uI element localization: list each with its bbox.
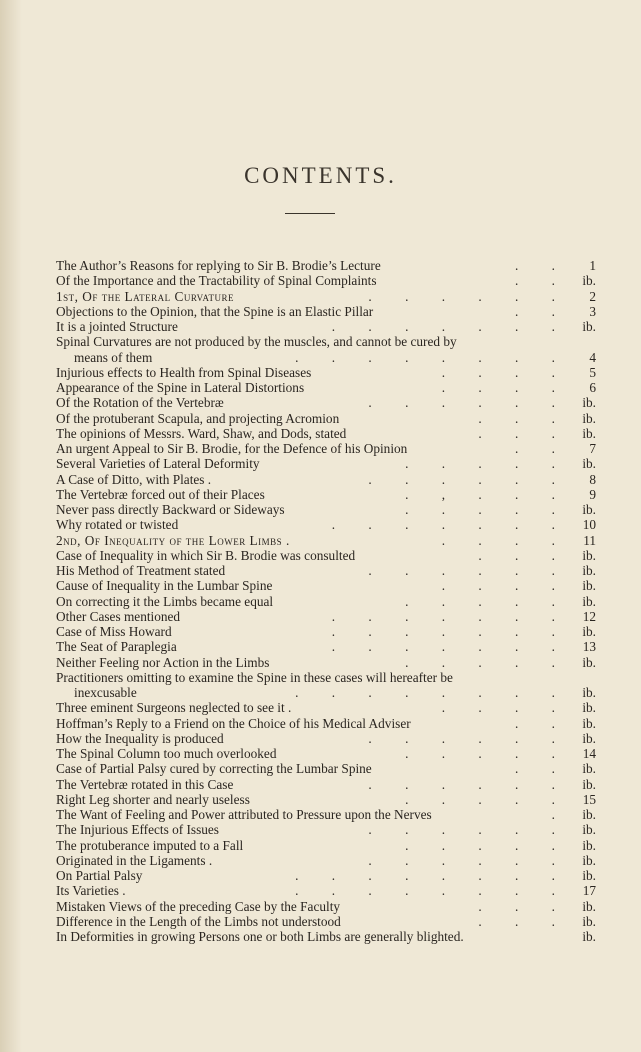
toc-entry-text: Mistaken Views of the preceding Case by the Faculty [56, 898, 341, 914]
toc-dot-leader: . . . . . . . . [295, 883, 570, 899]
toc-entry-text: In Deformities in growing Persons one or both Limbs are generally blighted. [56, 929, 464, 944]
toc-entry [56, 792, 596, 807]
toc-entry-text: Case of Miss Howard [56, 624, 172, 639]
toc-entry [56, 639, 596, 654]
toc-page-number: ib. [582, 654, 596, 670]
toc-entry-text: Spinal Curvatures are not produced by the muscles, and cannot be cured by [56, 334, 457, 350]
toc-entry [56, 746, 596, 761]
toc-dot-leader: . . . . . . [368, 471, 570, 487]
toc-entry-text: Appearance of the Spine in Lateral Distortions [56, 380, 305, 395]
page-title: CONTENTS. [244, 163, 397, 189]
toc-entry-text: Neither Feeling nor Action in the Limbs [56, 654, 270, 670]
toc-entry [56, 853, 596, 868]
toc-page-number: 7 [589, 441, 596, 456]
toc-dot-leader: . . . . . [405, 456, 570, 472]
toc-dot-leader: . . . . [441, 700, 570, 716]
toc-page-number: 6 [589, 380, 596, 395]
toc-entry [56, 700, 596, 715]
toc-entry [56, 289, 596, 304]
toc-entry [56, 731, 596, 746]
toc-page-number: ib. [582, 898, 596, 914]
toc-page-number: ib. [582, 761, 596, 777]
toc-page-number: ib. [582, 410, 596, 426]
toc-page-number: ib. [582, 852, 596, 868]
toc-page-number: 11 [583, 532, 596, 548]
toc-dot-leader: . . . [478, 410, 570, 426]
toc-entry [56, 350, 596, 365]
toc-page-number: ib. [582, 273, 596, 289]
toc-dot-leader: . . . . [441, 380, 570, 395]
toc-entry-text: The Vertebræ rotated in this Case [56, 776, 234, 792]
toc-entry-text: Case of Partial Palsy cured by correcting the Lumbar Spine [56, 761, 372, 777]
toc-entry-text: 2nd, Of Inequality of the Lower Limbs . [56, 532, 290, 548]
table-of-contents [56, 258, 596, 944]
toc-page-number: 9 [589, 486, 596, 502]
toc-page-number: 10 [582, 517, 596, 533]
toc-dot-leader: . . [515, 761, 570, 777]
toc-dot-leader: . . . . . . . [331, 319, 570, 334]
toc-entry [56, 563, 596, 578]
toc-entry-text: The Injurious Effects of Issues [56, 822, 219, 838]
toc-entry [56, 624, 596, 639]
toc-dot-leader: . . [515, 441, 570, 456]
toc-entry [56, 883, 596, 898]
toc-dot-leader: . . . . [441, 532, 570, 548]
page-edge-shadow [0, 0, 22, 1052]
toc-page-number: ib. [582, 395, 596, 411]
toc-page-number: 4 [589, 349, 596, 365]
toc-page-number: ib. [582, 700, 596, 716]
toc-entry-text: Hoffman’s Reply to a Friend on the Choice of his Medical Adviser [56, 715, 411, 731]
toc-dot-leader: . . . . [441, 364, 570, 380]
toc-entry [56, 609, 596, 624]
toc-entry [56, 533, 596, 548]
toc-entry-text: Why rotated or twisted [56, 517, 179, 533]
toc-entry [56, 426, 596, 441]
toc-page-number: ib. [582, 547, 596, 563]
toc-entry-text: Of the Rotation of the Vertebræ [56, 395, 224, 411]
toc-entry-text: Originated in the Ligaments . [56, 852, 213, 868]
toc-page-number: ib. [582, 776, 596, 792]
toc-dot-leader: . . . . . . [368, 730, 570, 746]
toc-dot-leader: . . . . [441, 578, 570, 594]
toc-entry-text: The Want of Feeling and Power attributed to Pressure upon the Nerves [56, 807, 432, 822]
toc-entry-text: Cause of Inequality in the Lumbar Spine [56, 578, 273, 594]
toc-entry [56, 273, 596, 288]
toc-entry [56, 914, 596, 929]
toc-entry-text: Of the Importance and the Tractability of Spinal Complaints [56, 273, 377, 289]
toc-entry-text: inexcusable [74, 685, 137, 700]
toc-page-number: 5 [589, 364, 596, 380]
toc-page-number: ib. [582, 456, 596, 472]
toc-dot-leader: . . . [478, 913, 570, 929]
toc-dot-leader: . . . . . . . [331, 608, 570, 624]
toc-page-number: 14 [582, 746, 596, 761]
toc-dot-leader: . . . . . [405, 746, 570, 761]
toc-entry-text: Several Varieties of Lateral Deformity [56, 456, 260, 472]
toc-entry-text: Injurious effects to Health from Spinal Diseases [56, 364, 312, 380]
toc-dot-leader: . . . . . . [368, 822, 570, 838]
toc-entry [56, 258, 596, 273]
toc-entry [56, 929, 596, 944]
toc-entry [56, 502, 596, 517]
toc-dot-leader: . . . . . [405, 654, 570, 670]
toc-page-number: 8 [589, 471, 596, 487]
toc-entry-text: Three eminent Surgeons neglected to see it . [56, 700, 292, 716]
toc-page-number: 15 [582, 791, 596, 807]
toc-entry-text: His Method of Treatment stated [56, 563, 226, 578]
toc-entry [56, 822, 596, 837]
toc-entry [56, 380, 596, 395]
toc-entry-text: The Seat of Paraplegia [56, 639, 177, 655]
toc-entry-text: Practitioners omitting to examine the Spine in these cases will hereafter be [56, 669, 453, 685]
toc-entry [56, 838, 596, 853]
toc-entry-text: Case of Inequality in which Sir B. Brodie was consulted [56, 547, 356, 563]
toc-dot-leader: . [551, 807, 570, 822]
toc-entry [56, 304, 596, 319]
toc-dot-leader: . . . . . . [368, 776, 570, 792]
toc-page-number: ib. [582, 730, 596, 746]
toc-dot-leader: . . . . . . . [331, 639, 570, 655]
toc-dot-leader: . . . . . . . [331, 624, 570, 639]
toc-dot-leader: . . [515, 258, 570, 273]
toc-entry-text: Never pass directly Backward or Sideways [56, 502, 285, 517]
toc-dot-leader: . . . . . [405, 593, 570, 609]
toc-entry [56, 655, 596, 670]
toc-dot-leader: . , . . . [405, 486, 570, 502]
toc-entry [56, 395, 596, 410]
toc-entry-text: Other Cases mentioned [56, 608, 181, 624]
toc-entry [56, 411, 596, 426]
toc-entry-text: On Partial Palsy [56, 868, 143, 883]
toc-entry-text: The Author’s Reasons for replying to Sir B. Brodie’s Lecture [56, 258, 381, 273]
toc-dot-leader: . . . . . . [368, 563, 570, 578]
toc-dot-leader: . . . . . . . . [295, 868, 570, 883]
toc-dot-leader: . . . . . . . [331, 517, 570, 533]
toc-entry-text: The opinions of Messrs. Ward, Shaw, and Dods, stated [56, 425, 347, 441]
toc-entry [56, 441, 596, 456]
toc-page-number: ib. [582, 578, 596, 594]
toc-dot-leader: . . . . . . [368, 395, 570, 411]
toc-dot-leader: . . . [478, 898, 570, 914]
title-divider [285, 213, 335, 214]
toc-page-number: ib. [582, 425, 596, 441]
toc-page-number: ib. [582, 685, 596, 700]
toc-entry [56, 685, 596, 700]
toc-entry-text: The Spinal Column too much overlooked [56, 746, 277, 761]
toc-entry [56, 472, 596, 487]
toc-page-number: 2 [589, 288, 596, 304]
toc-page-number: ib. [582, 913, 596, 929]
toc-entry-text: Its Varieties . [56, 883, 126, 899]
toc-page-number: 13 [582, 639, 596, 655]
toc-page-number: ib. [582, 502, 596, 517]
toc-entry-text: A Case of Ditto, with Plates . [56, 471, 212, 487]
toc-entry [56, 777, 596, 792]
toc-page-number: ib. [582, 593, 596, 609]
toc-page-number: ib. [582, 929, 596, 944]
toc-entry-text: On correcting it the Limbs became equal [56, 593, 274, 609]
toc-entry [56, 548, 596, 563]
toc-dot-leader: . . . . . [405, 791, 570, 807]
toc-dot-leader: . . . . . [405, 502, 570, 517]
toc-entry [56, 807, 596, 822]
toc-dot-leader: . . [515, 715, 570, 731]
toc-page-number: ib. [582, 807, 596, 822]
toc-entry-text: An urgent Appeal to Sir B. Brodie, for the Defence of his Opinion [56, 441, 408, 456]
toc-page-number: 1 [589, 258, 596, 273]
toc-dot-leader: . . . . . . . . [295, 349, 570, 365]
toc-page-number: ib. [582, 563, 596, 578]
toc-entry [56, 868, 596, 883]
toc-entry [56, 517, 596, 532]
toc-page-number: ib. [582, 715, 596, 731]
toc-entry-text: It is a jointed Structure [56, 319, 178, 334]
toc-page-number: 3 [589, 303, 596, 319]
toc-entry [56, 456, 596, 471]
toc-dot-leader: . . . . . . [368, 852, 570, 868]
toc-page-number: 17 [582, 883, 596, 899]
toc-entry-text: The Vertebræ forced out of their Places [56, 486, 265, 502]
toc-entry [56, 578, 596, 593]
toc-dot-leader: . . [515, 303, 570, 319]
toc-entry [56, 716, 596, 731]
toc-page-number: 12 [582, 608, 596, 624]
toc-entry-text: Right Leg shorter and nearly useless [56, 791, 250, 807]
toc-page-number: ib. [582, 624, 596, 639]
toc-entry [56, 761, 596, 776]
toc-entry [56, 319, 596, 334]
toc-entry [56, 594, 596, 609]
toc-entry [56, 334, 596, 349]
toc-entry [56, 670, 596, 685]
toc-dot-leader: . . . [478, 425, 570, 441]
toc-entry [56, 487, 596, 502]
toc-page-number: ib. [582, 319, 596, 334]
toc-dot-leader: . . . [478, 547, 570, 563]
toc-dot-leader: . . . . . . [368, 288, 570, 304]
toc-dot-leader: . . . . . . . . [295, 685, 570, 700]
toc-dot-leader: . . . . . [405, 837, 570, 853]
toc-entry [56, 899, 596, 914]
toc-dot-leader: . . [515, 273, 570, 289]
toc-entry-text: Of the protuberant Scapula, and projecting Acromion [56, 410, 340, 426]
toc-entry-text: means of them [74, 349, 153, 365]
toc-entry-text: The protuberance imputed to a Fall [56, 837, 244, 853]
toc-page-number: ib. [582, 837, 596, 853]
toc-entry [56, 365, 596, 380]
toc-entry-text: 1st, Of the Lateral Curvature [56, 288, 234, 304]
toc-entry-text: Difference in the Length of the Limbs not understood [56, 913, 341, 929]
toc-entry-text: Objections to the Opinion, that the Spine is an Elastic Pillar [56, 303, 374, 319]
toc-page-number: ib. [582, 822, 596, 838]
toc-page-number: ib. [582, 868, 596, 883]
toc-entry-text: How the Inequality is produced [56, 730, 224, 746]
